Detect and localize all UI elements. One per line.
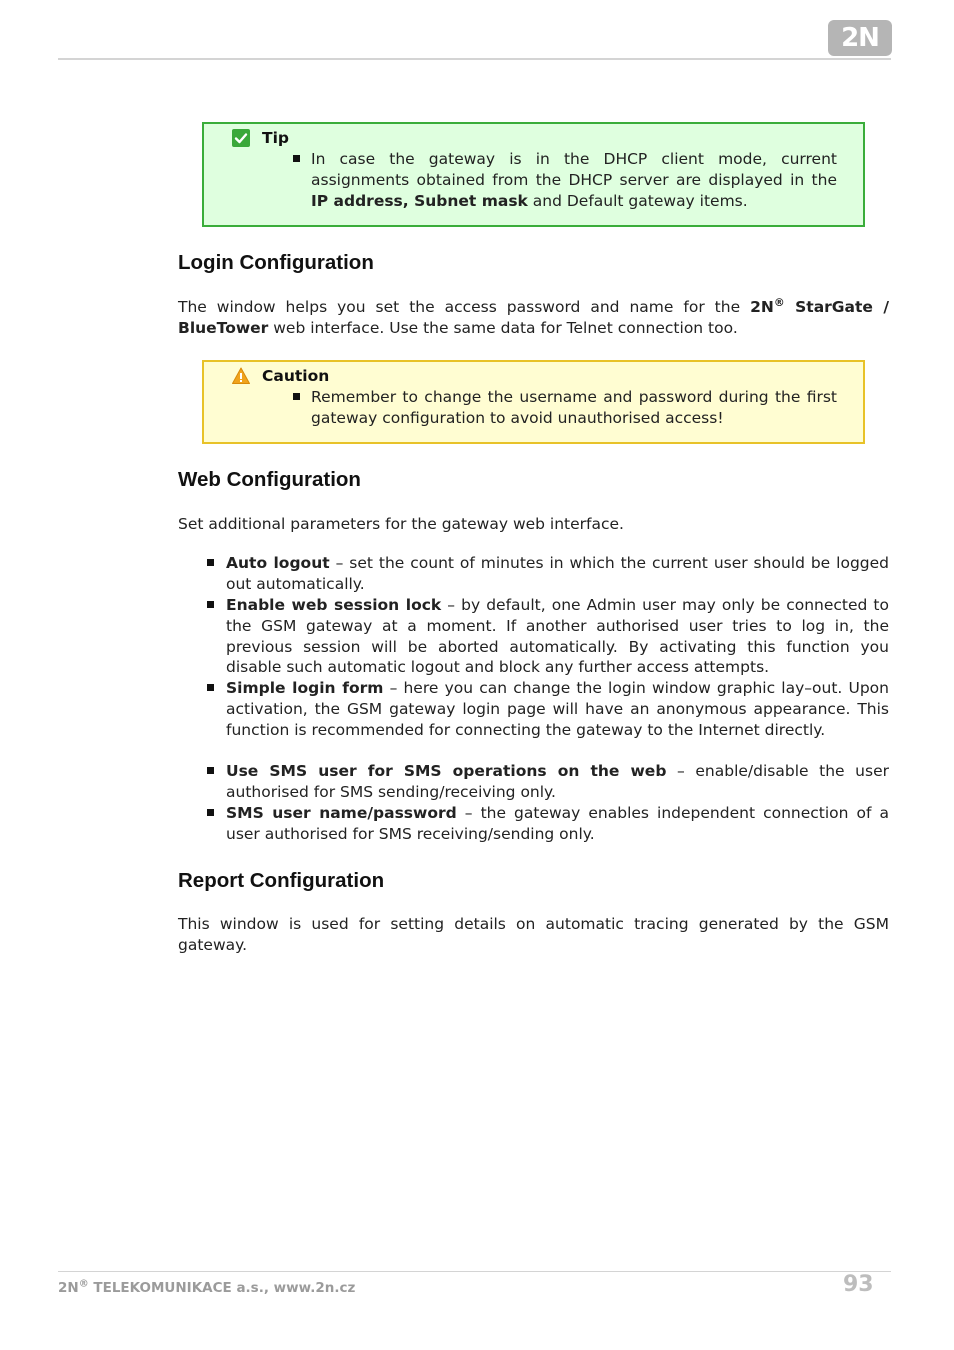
web-intro: Set additional parameters for the gateway web interface. [178, 515, 624, 533]
login-text-2: web interface. Use the same data for Telnet connection too. [268, 319, 738, 337]
list-item-session-lock [226, 595, 889, 678]
caution-bullet [293, 393, 300, 400]
footer-divider [58, 1271, 891, 1272]
check-icon [232, 129, 250, 147]
list-bullet [207, 684, 214, 691]
caution-box [202, 360, 865, 444]
list-desc: – the gateway enables independent connection of a user authorised for SMS receiving/sending only. [226, 804, 889, 843]
list-desc: – enable/disable the user authorised for SMS sending/receiving only. [226, 762, 889, 801]
list-bullet [207, 767, 214, 774]
report-paragraph: This window is used for setting details on automatic tracing generated by the GSM gateway. [178, 915, 889, 954]
list-item-sms-user [226, 761, 889, 803]
login-registered: ® [773, 295, 785, 309]
login-text-1: The window helps you set the access password and name for the [178, 298, 751, 316]
list-term: Simple login form [226, 679, 384, 697]
list-term: Auto logout [226, 554, 330, 572]
login-brand: 2N [750, 298, 774, 316]
footer-brand: 2N [58, 1280, 79, 1296]
footer-company-text: TELEKOMUNIKACE a.s., www.2n.cz [88, 1280, 356, 1296]
list-bullet [207, 809, 214, 816]
web-heading: Web Configuration [178, 468, 361, 491]
tip-title: Tip [262, 129, 289, 147]
warning-icon [232, 367, 250, 385]
tip-text-1: In case the gateway is in the DHCP client mode, current assignments obtained from the DHCP server are displayed in the [311, 150, 837, 189]
caution-item: Remember to change the username and password during the first gateway configuration to avoid unauthorised access! [311, 388, 837, 427]
header-divider [58, 58, 891, 60]
list-term: Enable web session lock [226, 596, 442, 614]
list-bullet [207, 559, 214, 566]
list-bullet [207, 601, 214, 608]
footer-registered: ® [78, 1278, 89, 1290]
tip-item [311, 149, 837, 212]
caution-title: Caution [262, 367, 330, 385]
tip-bold-fields: IP address, Subnet mask [311, 192, 528, 210]
footer-company [58, 1280, 355, 1296]
tip-text-2: and Default gateway items. [527, 192, 748, 210]
brand-logo: 2N [828, 20, 892, 56]
list-desc: – set the count of minutes in which the current user should be logged out automatically. [226, 554, 889, 593]
tip-bullet [293, 155, 300, 162]
page-number: 93 [843, 1272, 874, 1297]
list-item-simple-login [226, 678, 889, 740]
tip-box [202, 122, 865, 227]
list-term: Use SMS user for SMS operations on the web [226, 762, 667, 780]
report-heading: Report Configuration [178, 869, 385, 892]
list-item-sms-password [226, 803, 889, 845]
login-product: StarGate / BlueTower [178, 298, 889, 337]
list-desc: – here you can change the login window graphic lay–out. Upon activation, the GSM gateway login page will have an anonymous appearance. This function is recommended for connecting the gateway to the Internet directly. [226, 679, 889, 739]
list-item-auto-logout [226, 553, 889, 595]
list-term: SMS user name/password [226, 804, 457, 822]
login-heading: Login Configuration [178, 251, 374, 274]
login-paragraph [178, 297, 889, 339]
list-desc: – by default, one Admin user may only be connected to the GSM gateway at a moment. If another authorised user tries to log in, the previous session will be aborted automatically. By activating this function you disable such automatic logout and block any further access attempts. [226, 596, 889, 677]
